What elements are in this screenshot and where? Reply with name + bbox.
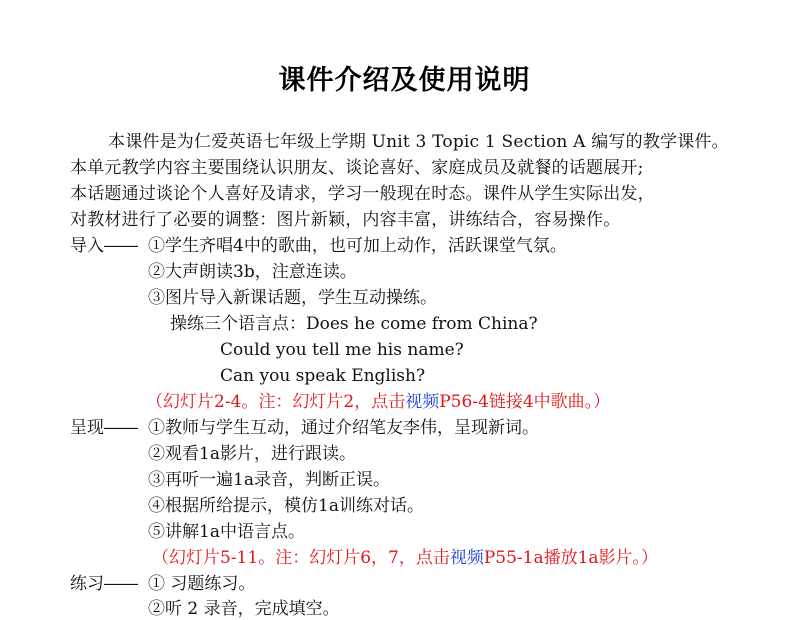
lead-in-step-3: ③图片导入新课话题，学生互动操练。 [148,288,437,308]
presentation-step-4: ④根据所给提示，模仿1a训练对话。 [148,496,424,516]
lead-in-note-tail: P56-4链接4中歌曲。） [439,392,611,412]
presentation-video-link[interactable]: 视频 [449,548,484,568]
page-title: 课件介绍及使用说明 [278,65,531,96]
practice-label: 练习―― [70,574,138,594]
presentation-note-text: （幻灯片5-11。注：幻灯片6，7，点击 [152,548,450,568]
presentation-label: 呈现―― [70,418,138,438]
practice-points-row [170,313,538,335]
sentence-1: Does he come from China? [306,314,538,334]
lead-in-video-link[interactable]: 视频 [405,392,440,412]
lead-in-step-1: ①学生齐唱4中的歌曲，也可加上动作，活跃课堂气氛。 [148,236,567,256]
lead-in-note [146,391,610,413]
intro-line-3: 本话题通过谈论个人喜好及请求，学习一般现在时态。课件从学生实际出发， [70,184,655,204]
presentation-step-5: ⑤讲解1a中语言点。 [148,522,305,542]
presentation-step-1: ①教师与学生互动，通过介绍笔友李伟，呈现新词。 [148,418,539,438]
presentation-note-tail: P55-1a播放1a影片。） [483,548,659,568]
practice-step-2: ②听 2 录音，完成填空。 [148,599,340,619]
presentation-step-2: ②观看1a影片，进行跟读。 [148,444,356,464]
presentation-step-3: ③再听一遍1a录音，判断正误。 [148,470,390,490]
intro-line-2: 本单元教学内容主要围绕认识朋友、谈论喜好、家庭成员及就餐的话题展开; [70,158,644,178]
presentation-note [152,547,658,569]
intro-line-1: 本课件是为仁爱英语七年级上学期 Unit 3 Topic 1 Section A 编写的教学课件。 [108,132,729,152]
intro-line-4: 对教材进行了必要的调整：图片新颖，内容丰富，讲练结合，容易操作。 [70,210,621,230]
sentence-3: Can you speak English? [220,366,426,386]
practice-points-label: 操练三个语言点： [170,314,306,334]
sentence-2: Could you tell me his name? [220,340,464,360]
lead-in-label: 导入―― [70,236,138,256]
practice-step-1: ① 习题练习。 [148,574,256,594]
lead-in-note-text: （幻灯片2-4。注：幻灯片2，点击 [146,392,406,412]
lead-in-step-2: ②大声朗读3b，注意连读。 [148,262,357,282]
